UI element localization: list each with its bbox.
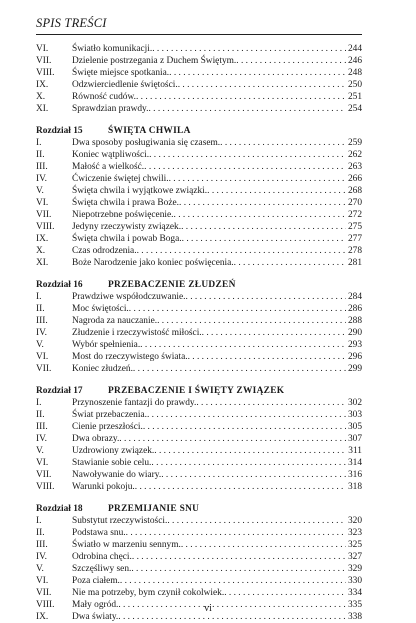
entry-title: Małość a wielkość. [72,162,145,172]
entry-title: Szczęśliwy sen. [72,564,132,574]
toc-entry [36,445,362,457]
toc-entry [36,55,362,67]
entry-title: Dwa sposoby posługiwania się czasem. [72,138,221,148]
entry-title: Dzielenie postrzegania z Duchem Świętym. [72,56,237,66]
toc-entry [36,291,362,303]
entry-page-number: 270 [347,198,362,208]
entry-title: Nie ma potrzeby, bym czynił cokolwiek. [72,588,225,598]
entry-number: IV. [36,552,48,562]
entry-page-number: 334 [347,588,362,598]
toc-entry [36,315,362,327]
toc-entry [36,43,362,55]
entry-page-number: 272 [347,210,362,220]
entry-number: VIII. [36,482,55,492]
entry-page-number: 338 [347,612,362,622]
entry-number: I. [36,292,42,302]
header-title: SPIS TREŚCI [36,16,107,30]
entry-number: VIII. [36,600,55,610]
entry-page-number: 248 [347,68,362,78]
dot-leader [129,303,346,315]
entry-page-number: 323 [347,528,362,538]
entry-page-number: 299 [347,364,362,374]
entry-title: Cienie przeszłości. [72,422,143,432]
dot-leader [196,397,346,409]
chapter-title: PRZEBACZENIE ZŁUDZEŃ [108,280,236,290]
entry-number: X. [36,92,46,102]
entry-page-number: 286 [347,304,362,314]
entry-title: Czas odrodzenia. [72,246,137,256]
entry-number: I. [36,398,42,408]
entry-page-number: 327 [347,552,362,562]
toc-entry [36,469,362,481]
entry-title: Świat przebaczenia. [72,410,147,420]
entry-number: VII. [36,210,52,220]
entry-title: Święte miejsce spotkania. [72,68,170,78]
toc-entry [36,245,362,257]
dot-leader [182,233,346,245]
dot-leader [149,149,346,161]
toc-entry [36,173,362,185]
entry-title: Światło w marzeniu sennym. [72,540,181,550]
entry-title: Poza ciałem. [72,576,120,586]
dot-leader [161,469,346,481]
toc-entry [36,515,362,527]
dot-leader [120,575,346,587]
entry-number: VII. [36,470,52,480]
entry-number: IX. [36,80,49,90]
entry-number: VIII. [36,68,55,78]
toc-entry [36,233,362,245]
dot-leader [131,563,346,575]
toc-entry [36,185,362,197]
entry-title: Dwa światy. [72,612,119,622]
dot-leader [207,185,346,197]
entry-title: Ćwiczenie świętej chwili. [72,174,169,184]
entry-page-number: 259 [347,138,362,148]
entry-page-number: 318 [347,482,362,492]
entry-page-number: 293 [347,340,362,350]
entry-number: VI. [36,198,49,208]
dot-leader [154,445,346,457]
toc-entry [36,563,362,575]
entry-title: Złudzenie i rzeczywistość miłości. [72,328,202,338]
entry-number: VI. [36,44,49,54]
chapter-heading [36,279,362,291]
entry-number: V. [36,564,44,574]
entry-title: Sprawdzian prawdy. [72,104,149,114]
toc-entry [36,79,362,91]
chapter-heading [36,125,362,137]
entry-page-number: 262 [347,150,362,160]
chapter-label: Rozdział 18 [36,504,83,514]
entry-page-number: 330 [347,576,362,586]
toc-entry [36,351,362,363]
entry-number: IV. [36,434,48,444]
dot-leader [188,351,346,363]
entry-page-number: 250 [347,80,362,90]
toc-entry [36,149,362,161]
dot-leader [186,291,346,303]
entry-number: V. [36,446,44,456]
entry-number: IV. [36,328,48,338]
chapter-title: PRZEMIJANIE SNU [108,504,200,514]
entry-page-number: 303 [347,410,362,420]
entry-number: IX. [36,612,49,622]
toc-entry [36,161,362,173]
entry-number: II. [36,410,45,420]
entry-title: Święta chwila i wyjątkowe związki. [72,186,208,196]
dot-leader [174,209,346,221]
dot-leader [169,67,346,79]
entry-page-number: 329 [347,564,362,574]
dot-leader [137,245,346,257]
entry-page-number: 288 [347,316,362,326]
toc-entry [36,539,362,551]
toc-entry [36,197,362,209]
entry-title: Prawdziwe współodczuwanie. [72,292,186,302]
chapter-heading [36,503,362,515]
dot-leader [133,363,346,375]
toc-entry [36,137,362,149]
entry-number: VIII. [36,222,55,232]
entry-title: Mały ogród. [72,600,119,610]
dot-leader [178,79,346,91]
entry-number: II. [36,150,45,160]
entry-title: Wybór spełnienia. [72,340,141,350]
entry-page-number: 281 [347,258,362,268]
entry-title: Stawianie sobie celu. [72,458,152,468]
entry-title: Niepotrzebne poświęcenie. [72,210,174,220]
entry-title: Dwa obrazy. [72,434,120,444]
toc-entry [36,481,362,493]
dot-leader [126,527,346,539]
entry-number: III. [36,162,48,172]
entry-title: Substytut rzeczywistości. [72,516,168,526]
entry-page-number: 335 [347,600,362,610]
entry-number: VI. [36,352,49,362]
entry-number: VII. [36,56,52,66]
entry-number: V. [36,186,44,196]
chapter-label: Rozdział 15 [36,126,83,136]
dot-leader [136,91,346,103]
entry-number: III. [36,540,48,550]
entry-page-number: 277 [347,234,362,244]
entry-page-number: 311 [348,446,362,456]
toc-entry [36,327,362,339]
dot-leader [181,539,346,551]
toc-entry [36,339,362,351]
entry-page-number: 307 [347,434,362,444]
dot-leader [135,481,346,493]
dot-leader [179,197,346,209]
entry-number: X. [36,246,46,256]
entry-title: Równość cudów. [72,92,136,102]
dot-leader [140,339,346,351]
dot-leader [202,327,346,339]
dot-leader [234,257,346,269]
dot-leader [119,433,346,445]
entry-number: IX. [36,234,49,244]
entry-page-number: 244 [347,44,362,54]
entry-page-number: 314 [347,458,362,468]
entry-title: Święta chwila i prawa Boże. [72,198,179,208]
dot-leader [220,137,346,149]
entry-title: Moc świętości. [72,304,129,314]
toc-entry [36,587,362,599]
entry-title: Warunki pokoju. [72,482,135,492]
entry-title: Światło komunikacji. [72,44,153,54]
toc-entry [36,103,362,115]
entry-page-number: 302 [347,398,362,408]
entry-title: Święta chwila i powab Boga. [72,234,182,244]
entry-number: III. [36,422,48,432]
entry-page-number: 275 [347,222,362,232]
entry-number: VII. [36,588,52,598]
toc-entry [36,457,362,469]
dot-leader [148,103,345,115]
entry-title: Koniec wątpliwości. [72,150,150,160]
entry-page-number: 251 [347,92,362,102]
page-number: vi [204,603,212,614]
entry-title: Podstawa snu. [72,528,126,538]
entry-number: V. [36,340,44,350]
page-header [36,9,362,35]
toc-entry [36,67,362,79]
entry-page-number: 316 [347,470,362,480]
toc-entry [36,221,362,233]
entry-number: IV. [36,174,48,184]
toc-entry [36,303,362,315]
entry-number: VI. [36,458,49,468]
toc-entry [36,363,362,375]
entry-page-number: 290 [347,328,362,338]
entry-title: Odzwierciedlenie świętości. [72,80,178,90]
toc-entry [36,433,362,445]
dot-leader [224,587,346,599]
entry-number: I. [36,516,42,526]
table-of-contents [36,43,362,623]
entry-title: Nagroda za nauczanie. [72,316,158,326]
dot-leader [132,551,346,563]
dot-leader [151,457,346,469]
entry-number: VI. [36,576,49,586]
entry-page-number: 268 [347,186,362,196]
entry-page-number: 284 [347,292,362,302]
entry-page-number: 263 [347,162,362,172]
dot-leader [157,315,346,327]
entry-page-number: 320 [347,516,362,526]
dot-leader [152,43,346,55]
dot-leader [236,55,346,67]
toc-entry [36,209,362,221]
entry-title: Uzdrowiony związek. [72,446,155,456]
toc-entry [36,575,362,587]
toc-entry [36,91,362,103]
entry-number: I. [36,138,42,148]
chapter-label: Rozdział 17 [36,386,83,396]
entry-number: XI. [36,258,49,268]
toc-entry [36,421,362,433]
dot-leader [169,173,346,185]
toc-entry [36,527,362,539]
chapter-title: ŚWIĘTA CHWILA [108,126,191,136]
entry-title: Most do rzeczywistego świata. [72,352,188,362]
entry-page-number: 325 [347,540,362,550]
entry-title: Koniec złudzeń. [72,364,133,374]
entry-number: XI. [36,104,49,114]
entry-title: Przynoszenie fantazji do prawdy. [72,398,197,408]
entry-title: Odrobina chęci. [72,552,132,562]
toc-entry [36,551,362,563]
chapter-label: Rozdział 16 [36,280,83,290]
dot-leader [181,221,346,233]
dot-leader [167,515,346,527]
entry-number: II. [36,304,45,314]
entry-page-number: 266 [347,174,362,184]
dot-leader [147,409,346,421]
chapter-heading [36,385,362,397]
toc-entry [36,257,362,269]
toc-entry [36,409,362,421]
chapter-title: PRZEBACZENIE I ŚWIĘTY ZWIĄZEK [108,386,285,396]
dot-leader [143,421,346,433]
entry-title: Boże Narodzenie jako koniec poświęcenia. [72,258,234,268]
entry-number: III. [36,316,48,326]
entry-page-number: 254 [347,104,362,114]
entry-number: VII. [36,364,52,374]
entry-page-number: 305 [347,422,362,432]
entry-page-number: 278 [347,246,362,256]
dot-leader [144,161,346,173]
entry-title: Nawoływanie do wiary. [72,470,162,480]
entry-page-number: 246 [347,56,362,66]
entry-number: II. [36,528,45,538]
toc-entry [36,397,362,409]
entry-page-number: 296 [347,352,362,362]
entry-title: Jedyny rzeczywisty związek. [72,222,182,232]
